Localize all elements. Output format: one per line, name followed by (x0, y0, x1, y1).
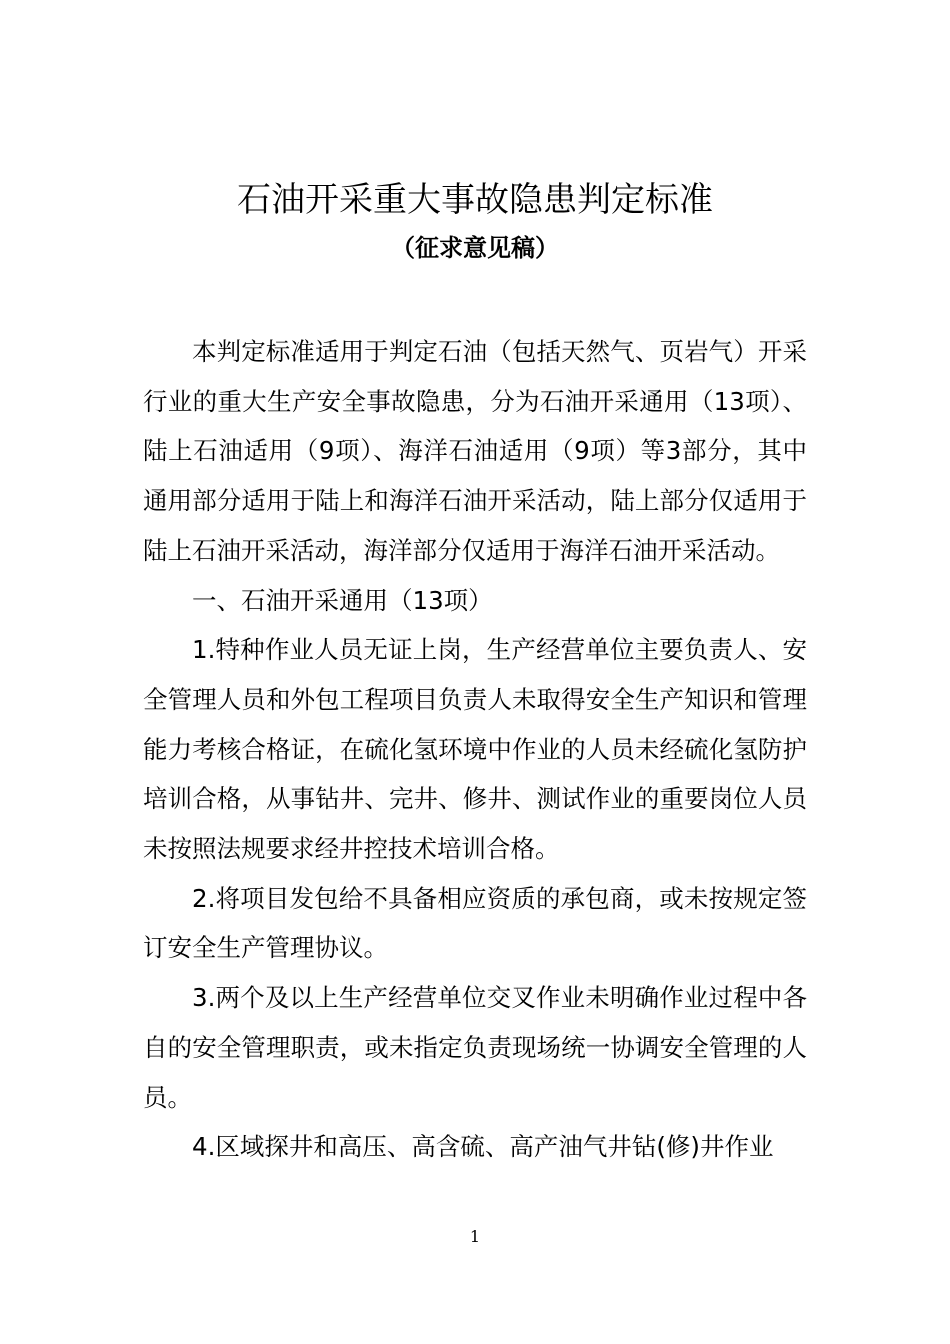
paragraph-item-1: 1.特种作业人员无证上岗，生产经营单位主要负责人、安全管理人员和外包工程项目负责人未取得安全生产知识和管理能力考核合格证，在硫化氢环境中作业的人员未经硫化氢防护培训合格，从事钻井、完井、修井、测试作业的重要岗位人员未按照法规要求经井控技术培训合格。 (143, 635, 807, 864)
paragraph-item-4: 4.区域探井和高压、高含硫、高产油气井钻(修)井作业 (192, 1132, 774, 1162)
page-number: 1 (469, 1227, 481, 1246)
section-heading-general: 一、石油开采通用（13项） (192, 585, 493, 615)
document-subtitle: （征求意见稿） (391, 234, 559, 262)
paragraph-scope: 本判定标准适用于判定石油（包括天然气、页岩气）开采行业的重大生产安全事故隐患，分为石油开采通用（13项）、陆上石油适用（9项）、海洋石油适用（9项）等3部分，其中通用部分适用于陆上和海洋石油开采活动，陆上部分仅适用于陆上石油开采活动，海洋部分仅适用于海洋石油开采活动。 (143, 337, 807, 565)
paragraph-item-3: 3.两个及以上生产经营单位交叉作业未明确作业过程中各自的安全管理职责，或未指定负责现场统一协调安全管理的人员。 (143, 983, 807, 1112)
document-title: 石油开采重大事故隐患判定标准 (237, 180, 713, 220)
document-body (143, 327, 807, 1172)
paragraph-item-2: 2.将项目发包给不具备相应资质的承包商，或未按规定签订安全生产管理协议。 (143, 883, 807, 963)
